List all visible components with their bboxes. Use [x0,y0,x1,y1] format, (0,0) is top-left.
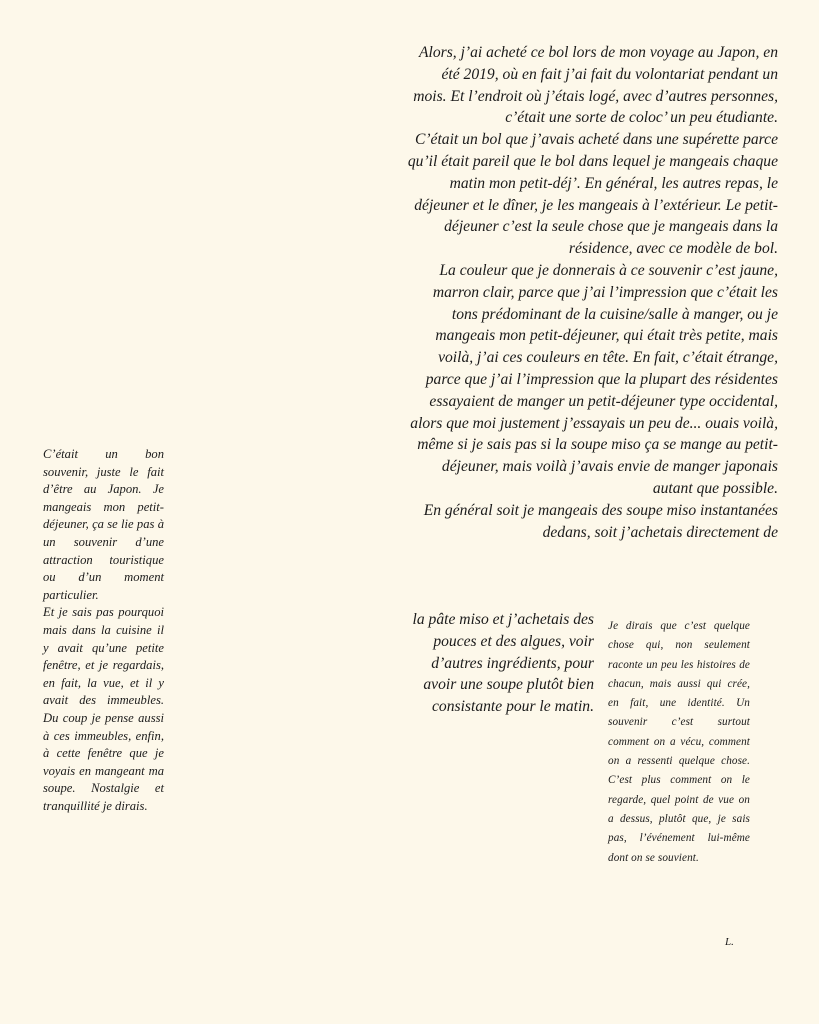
main-paragraph: C’était un bol que j’avais acheté dans une supérette parce qu’il était pareil que le bol dans lequel je mangeais chaque matin mon petit-déj’. En général, les autres repas, le déjeuner et le dîner, je les mangeais à l’extérieur. Le petit-déjeuner c’est la seule chose que je mangeais dans la résidence, avec ce modèle de bol. [407,131,778,258]
main-paragraph: Alors, j’ai acheté ce bol lors de mon voyage au Japon, en été 2019, où en fait j’ai fait du volontariat pendant un mois. Et l’endroit où j’étais logé, avec d’autres personnes, c’était une sorte de coloc’ un peu étudiante. [413,44,778,127]
left-side-note [43,446,164,815]
main-paragraph-continuation: la pâte miso et j’achetais des pouces et des algues, voir d’autres ingrédients, pour avoir une soupe plutôt bien consistante pour le matin. [412,611,594,716]
main-text-column [406,42,778,543]
main-paragraph: En général soit je mangeais des soupe miso instantanées dedans, soit j’achetais directement de [423,501,778,541]
right-side-note: Je dirais que c’est quelque chose qui, non seulement raconte un peu les histoires de chacun, mais aussi qui crée, en fait, une identité. Un souvenir c’est surtout comment on a vécu, comment on a ressenti quelque chose. C’est plus comment on le regarde, quel point de vue on a dessus, plutôt que, je sais pas, l’événement lui-même dont on se souvient. [608,620,750,864]
author-signature: L. [725,936,734,948]
side-note-paragraph: C’était un bon souvenir, juste le fait d’être au Japon. Je mangeais mon petit-déjeuner, ça se lie pas à un souvenir d’une attraction touristique ou d’un moment particulier. [43,447,164,602]
side-note-paragraph: Et je sais pas pourquoi mais dans la cuisine il y avait qu’une petite fenêtre, et je regardais, en fait, la vue, et il y avait des immeubles. Du coup je pense aussi à ces immeubles, enfin, à cette fenêtre que je voyais en mangeant ma soupe. Nostalgie et tranquillité je dirais. [43,605,164,813]
main-paragraph: La couleur que je donnerais à ce souvenir c’est jaune, marron clair, parce que j’ai l’impression que c’était les tons prédominant de la cuisine/salle à manger, ou je mangeais mon petit-déjeuner, qui était très petite, mais voilà, j’ai ces couleurs en tête. En fait, c’était étrange, parce que j’ai l’impression que la plupart des résidentes essayaient de manger un petit-déjeuner type occidental, alors que moi justement j’essayais un peu de... ouais voilà, même si je sais pas si la soupe miso ça se mange au petit-déjeuner, mais voilà j’avais envie de manger japonais autant que possible. [410,261,778,497]
